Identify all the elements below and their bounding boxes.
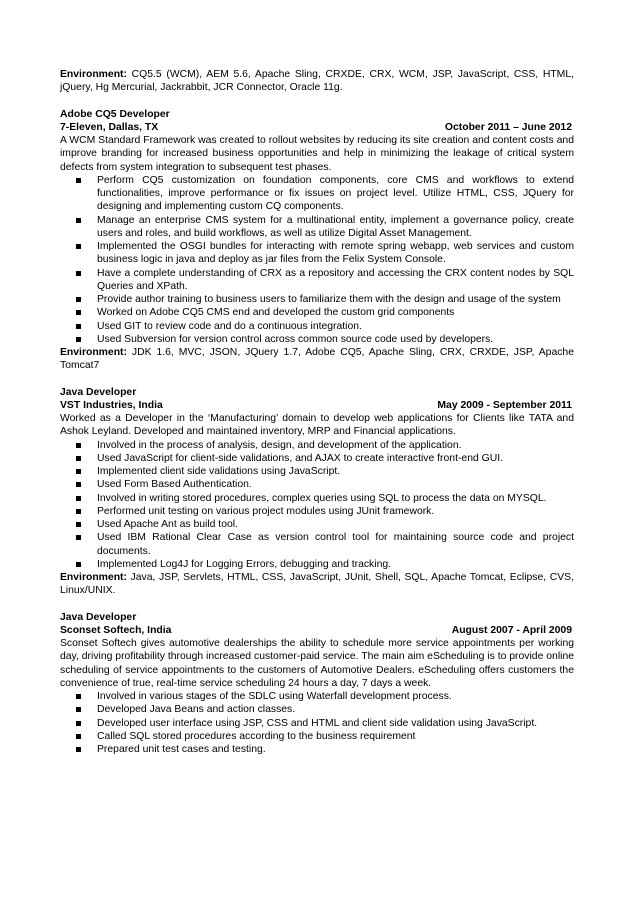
list-item: Manage an enterprise CMS system for a multinational entity, implement a governance policy, create users and roles, and build workflows, as well as utilize Digital Asset Management.	[60, 214, 574, 241]
list-item: Involved in various stages of the SDLC using Waterfall development process.	[60, 690, 574, 703]
company-name: 7-Eleven, Dallas, TX	[60, 121, 159, 133]
square-bullet-icon	[76, 562, 81, 567]
list-item: Provide author training to business users to familiarize them with the design and usage of the system	[60, 293, 574, 306]
list-item: Used JavaScript for client-side validations, and AJAX to create interactive front-end GUI.	[60, 452, 574, 465]
list-item: Implemented the OSGI bundles for interacting with remote spring webapp, web services and custom business logic in java and deploy as jar files from the Felix System Console.	[60, 240, 574, 267]
square-bullet-icon	[76, 707, 81, 712]
list-item: Developed Java Beans and action classes.	[60, 703, 574, 716]
company-name: Sconset Softech, India	[60, 624, 172, 636]
square-bullet-icon	[76, 310, 81, 315]
square-bullet-icon	[76, 509, 81, 514]
list-item: Perform CQ5 customization on foundation components, core CMS and workflows to extend functionalities, improve performance or fix issues on project level. Utilize HTML, CSS, JQuery for designing and implementing custom CQ components.	[60, 174, 574, 214]
square-bullet-icon	[76, 522, 81, 527]
square-bullet-icon	[76, 535, 81, 540]
list-item: Have a complete understanding of CRX as a repository and accessing the CRX content nodes by SQL Queries and XPath.	[60, 267, 574, 294]
environment-line	[60, 68, 574, 95]
job-section	[60, 386, 574, 598]
square-bullet-icon	[76, 747, 81, 752]
square-bullet-icon	[76, 324, 81, 329]
square-bullet-icon	[76, 178, 81, 183]
list-item: Performed unit testing on various project modules using JUnit framework.	[60, 505, 574, 518]
square-bullet-icon	[76, 721, 81, 726]
list-item: Used IBM Rational Clear Case as version control tool for maintaining source code and project documents.	[60, 531, 574, 558]
bullet-list	[60, 174, 574, 346]
square-bullet-icon	[76, 469, 81, 474]
square-bullet-icon	[76, 734, 81, 739]
job-title: Java Developer	[60, 611, 137, 623]
job-summary: A WCM Standard Framework was created to rollout websites by reducing its site creation and content costs and improve branding for increased business opportunities and help in minimizing the leakage of critical system defects from system integration to subsequent test phases.	[60, 135, 574, 173]
job-section	[60, 108, 574, 373]
job-header-row	[60, 399, 574, 412]
resume-page	[60, 68, 574, 756]
square-bullet-icon	[76, 456, 81, 461]
square-bullet-icon	[76, 271, 81, 276]
list-item: Involved in the process of analysis, design, and development of the application.	[60, 439, 574, 452]
list-item: Prepared unit test cases and testing.	[60, 743, 574, 756]
square-bullet-icon	[76, 496, 81, 501]
bullet-list	[60, 690, 574, 756]
square-bullet-icon	[76, 337, 81, 342]
environment-label: Environment:	[60, 69, 127, 80]
environment-text: Java, JSP, Servlets, HTML, CSS, JavaScript, JUnit, Shell, SQL, Apache Tomcat, Eclipse, CVS, Linux/UNIX.	[60, 572, 574, 597]
job-dates: May 2009 - September 2011	[437, 399, 572, 411]
list-item: Developed user interface using JSP, CSS and HTML and client side validation using JavaScript.	[60, 717, 574, 730]
bullet-list	[60, 439, 574, 572]
environment-line	[60, 346, 574, 373]
square-bullet-icon	[76, 218, 81, 223]
list-item: Called SQL stored procedures according to the business requirement	[60, 730, 574, 743]
square-bullet-icon	[76, 482, 81, 487]
job-header-row	[60, 121, 574, 134]
list-item: Used Apache Ant as build tool.	[60, 518, 574, 531]
list-item: Used GIT to review code and do a continuous integration.	[60, 320, 574, 333]
job-dates: August 2007 - April 2009	[451, 624, 572, 636]
job-summary: Sconset Softech gives automotive dealerships the ability to schedule more service appointments per working day, driving profitability through increased customer-paid service. The main aim eScheduling is to provide online scheduling of service appointments to the customers of Automotive Dealers. eScheduling offers customers the convenience of true, real-time service scheduling 24 hours a day, 7 days a week.	[60, 638, 574, 689]
list-item: Implemented client side validations using JavaScript.	[60, 465, 574, 478]
job-header-row	[60, 624, 574, 637]
environment-label: Environment:	[60, 572, 127, 583]
environment-text: JDK 1.6, MVC, JSON, JQuery 1.7, Adobe CQ5, Apache Sling, CRX, CRXDE, JSP, Apache Tomcat7	[60, 347, 574, 372]
environment-line	[60, 571, 574, 598]
job-title: Adobe CQ5 Developer	[60, 108, 170, 120]
square-bullet-icon	[76, 244, 81, 249]
list-item: Used Subversion for version control across common source code used by developers.	[60, 333, 574, 346]
list-item: Worked on Adobe CQ5 CMS end and developed the custom grid components	[60, 306, 574, 319]
environment-label: Environment:	[60, 347, 127, 358]
square-bullet-icon	[76, 443, 81, 448]
square-bullet-icon	[76, 694, 81, 699]
job-summary: Worked as a Developer in the ‘Manufacturing’ domain to develop web applications for Clients like TATA and Ashok Leyland. Developed and maintained inventory, MRP and Financial applications.	[60, 413, 574, 438]
list-item: Involved in writing stored procedures, complex queries using SQL to process the data on MYSQL.	[60, 492, 574, 505]
job-dates: October 2011 – June 2012	[444, 121, 572, 133]
square-bullet-icon	[76, 297, 81, 302]
job-title: Java Developer	[60, 386, 137, 398]
job-section	[60, 611, 574, 757]
list-item: Implemented Log4J for Logging Errors, debugging and tracking.	[60, 558, 574, 571]
environment-text: CQ5.5 (WCM), AEM 5.6, Apache Sling, CRXDE, CRX, WCM, JSP, JavaScript, CSS, HTML, jQuery, Hg Mercurial, Jackrabbit, JCR Connector, Oracle 11g.	[60, 69, 574, 94]
company-name: VST Industries, India	[60, 399, 163, 411]
list-item: Used Form Based Authentication.	[60, 478, 574, 491]
